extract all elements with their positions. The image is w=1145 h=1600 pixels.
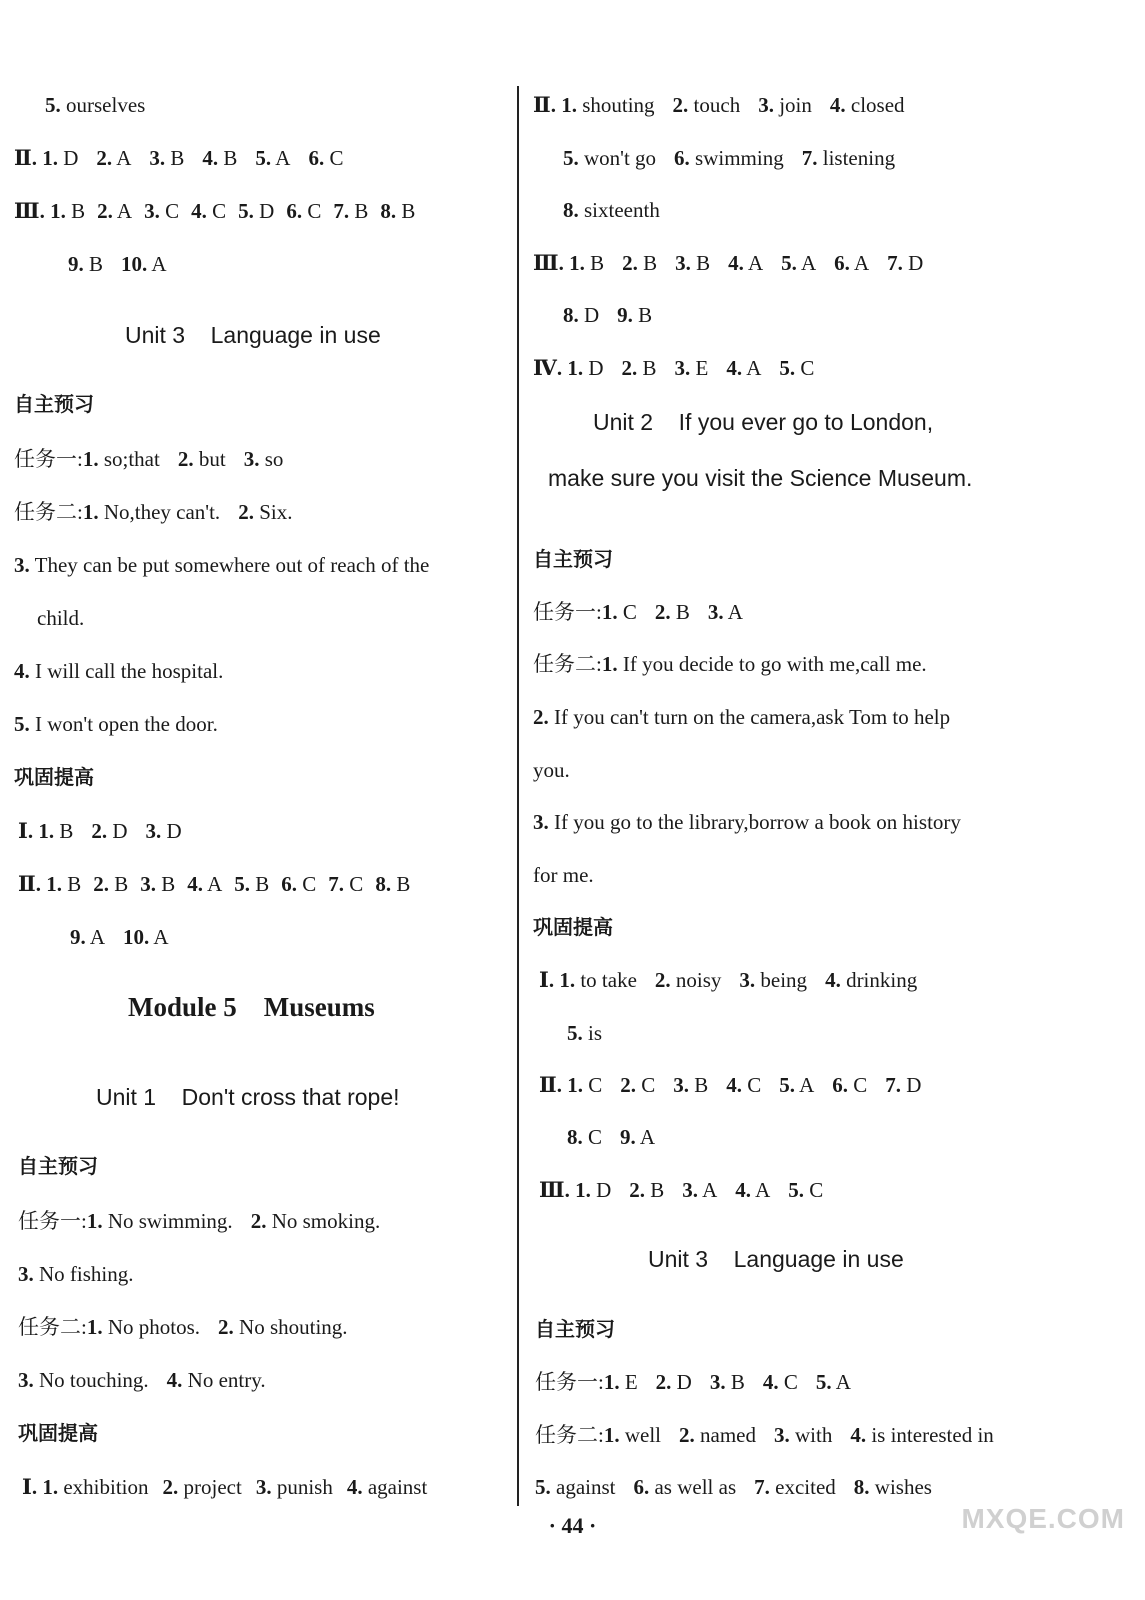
section-heading: 巩固提高 xyxy=(14,765,94,789)
answer-item: 9. B xyxy=(68,252,104,276)
answer-item: 2. but xyxy=(177,447,226,471)
roman-numeral: Ⅰ. xyxy=(22,1475,43,1499)
roman-numeral: Ⅱ. xyxy=(14,146,43,170)
answer-item: 1. No photos. xyxy=(86,1315,201,1339)
roman-numeral: Ⅰ. xyxy=(539,968,560,992)
answer-item: 8. wishes xyxy=(853,1475,932,1499)
answer-item: 10. A xyxy=(121,252,167,276)
answer-item: 2. B xyxy=(629,1178,665,1202)
roman-numeral: Ⅱ. xyxy=(533,93,562,117)
task-label: 任务一: xyxy=(14,447,83,471)
answer-item: 5. won't go xyxy=(563,146,657,170)
answer-item: 9. B xyxy=(617,303,653,327)
answer-item: 3. so xyxy=(243,447,284,471)
answer-line xyxy=(18,871,410,897)
answer-line xyxy=(567,1020,602,1046)
answer-item: 3. punish xyxy=(255,1475,333,1499)
answer-line xyxy=(533,651,927,677)
answer-item: 2. A xyxy=(96,146,132,170)
answer-item: 4. is interested in xyxy=(850,1423,994,1447)
answer-item: 2. B xyxy=(654,600,690,624)
answer-text: 5. I won't open the door. xyxy=(14,712,218,736)
answer-text: for me. xyxy=(533,863,594,887)
answer-line xyxy=(18,818,182,844)
answer-text: you. xyxy=(533,758,570,782)
answer-line xyxy=(567,1124,655,1150)
answer-line xyxy=(14,499,292,525)
answer-item: 3. join xyxy=(758,93,812,117)
answer-text: 3. They can be put somewhere out of reach of the xyxy=(14,553,430,577)
answer-line xyxy=(533,92,905,118)
section-heading: 自主预习 xyxy=(535,1317,615,1341)
answer-line xyxy=(18,1314,348,1340)
page-number: · 44 · xyxy=(548,1513,597,1538)
answer-item: 2. D xyxy=(655,1370,692,1394)
task-label: 任务一: xyxy=(18,1209,87,1233)
section-heading: 巩固提高 xyxy=(18,1421,98,1445)
answer-item: 8. sixteenth xyxy=(563,198,660,222)
answer-item: 2. C xyxy=(620,1073,656,1097)
answer-item: 7. D xyxy=(887,251,924,275)
answer-item: 5. A xyxy=(815,1370,851,1394)
answer-line xyxy=(14,198,415,224)
answer-item: 10. A xyxy=(123,925,169,949)
answer-item: 7. listening xyxy=(801,146,896,170)
task-label: 任务二: xyxy=(535,1423,604,1447)
answer-item: 3. B xyxy=(673,1073,709,1097)
answer-text: 1. If you decide to go with me,call me. xyxy=(601,652,927,676)
answer-text: child. xyxy=(37,606,85,630)
answer-item: 1. No,they can't. xyxy=(82,500,221,524)
answer-item: 1. C xyxy=(601,600,637,624)
answer-item: 6. swimming xyxy=(674,146,784,170)
answer-item: 2. named xyxy=(679,1423,756,1447)
unit-title-continued: make sure you visit the Science Museum. xyxy=(548,465,973,491)
answer-item: 8. D xyxy=(563,303,600,327)
answer-item: 5. against xyxy=(535,1475,616,1499)
answer-item: 5. A xyxy=(781,251,817,275)
task-label: 任务二: xyxy=(533,652,602,676)
answer-item: 2. touch xyxy=(672,93,741,117)
answer-line xyxy=(535,1369,851,1395)
answer-line xyxy=(68,251,167,277)
answer-line xyxy=(14,145,343,171)
answer-item: 6. as well as xyxy=(633,1475,737,1499)
section-heading: 自主预习 xyxy=(14,392,94,416)
answer-item: 8. B xyxy=(375,872,411,896)
answer-item: 3. B xyxy=(675,251,711,275)
answer-item: 5. C xyxy=(788,1178,824,1202)
answer-line xyxy=(535,1474,932,1500)
answer-item: 5. C xyxy=(779,356,815,380)
unit-title: Unit 1 Don't cross that rope! xyxy=(96,1084,400,1110)
roman-numeral: Ⅱ. xyxy=(18,872,47,896)
roman-numeral: Ⅱ. xyxy=(539,1073,568,1097)
answer-item: 2. B xyxy=(622,251,658,275)
answer-item: 1. D xyxy=(575,1178,612,1202)
answer-item: 3. being xyxy=(739,968,808,992)
answer-item: 7. B xyxy=(333,199,369,223)
answer-item: 6. C xyxy=(281,872,317,896)
answer-item: 4. A xyxy=(728,251,764,275)
answer-item: 6. A xyxy=(834,251,870,275)
answer-item: 9. A xyxy=(70,925,106,949)
answer-item: 8. B xyxy=(380,199,416,223)
answer-item: 3. C xyxy=(144,199,180,223)
answer-item: 4. A xyxy=(187,872,223,896)
answer-item: 1. B xyxy=(569,251,605,275)
answer-item: 4. C xyxy=(191,199,227,223)
answer-text: 3. No fishing. xyxy=(18,1262,134,1286)
watermark-logo: MXQE.COM xyxy=(961,1503,1125,1534)
answer-text: 3. If you go to the library,borrow a book on history xyxy=(533,810,961,834)
answer-line xyxy=(539,1072,921,1098)
answer-line xyxy=(14,446,283,472)
answer-item: 5. A xyxy=(255,146,291,170)
answer-item: 1. so;that xyxy=(82,447,160,471)
answer-item: 2. Six. xyxy=(238,500,293,524)
roman-numeral: Ⅲ. xyxy=(533,251,570,275)
answer-item: 6. C xyxy=(308,146,344,170)
section-heading: 自主预习 xyxy=(533,547,613,571)
answer-item: 5. ourselves xyxy=(45,93,146,117)
section-heading: 巩固提高 xyxy=(533,915,613,939)
answer-line xyxy=(563,145,895,171)
answer-item: 1. well xyxy=(603,1423,661,1447)
roman-numeral: Ⅲ. xyxy=(539,1178,576,1202)
answer-line xyxy=(45,92,145,118)
answer-line xyxy=(563,302,652,328)
answer-item: 3. A xyxy=(707,600,743,624)
answer-text: 4. I will call the hospital. xyxy=(14,659,224,683)
roman-numeral: Ⅰ. xyxy=(18,819,39,843)
answer-line xyxy=(533,599,743,625)
answer-item: 3. with xyxy=(773,1423,833,1447)
answer-item: 5. A xyxy=(779,1073,815,1097)
answer-item: 6. C xyxy=(286,199,322,223)
task-label: 任务一: xyxy=(533,600,602,624)
answer-item: 2. A xyxy=(97,199,133,223)
answer-item: 3. B xyxy=(140,872,176,896)
answer-line xyxy=(18,1208,380,1234)
answer-item: 3. A xyxy=(682,1178,718,1202)
answer-item: 1. D xyxy=(567,356,604,380)
answer-line xyxy=(563,197,660,223)
answer-item: 7. D xyxy=(885,1073,922,1097)
answer-line xyxy=(533,355,814,381)
answer-item: 3. B xyxy=(149,146,185,170)
answer-line xyxy=(539,1177,823,1203)
task-label: 任务二: xyxy=(14,500,83,524)
unit-title: Unit 2 If you ever go to London, xyxy=(593,409,934,435)
answer-line xyxy=(533,250,923,276)
answer-item: 1. B xyxy=(46,872,82,896)
answer-item: 4. B xyxy=(202,146,238,170)
answer-item: 2. No shouting. xyxy=(218,1315,348,1339)
answer-item: 3. B xyxy=(709,1370,745,1394)
answer-item: 1. B xyxy=(38,819,74,843)
answer-text: 2. If you can't turn on the camera,ask Tom to help xyxy=(533,705,951,729)
section-heading: 自主预习 xyxy=(18,1154,98,1178)
answer-item: 2. B xyxy=(621,356,657,380)
answer-item: 2. B xyxy=(93,872,129,896)
answer-item: 1. E xyxy=(603,1370,638,1394)
answer-item: 2. project xyxy=(162,1475,242,1499)
answer-item: 3. E xyxy=(674,356,709,380)
answer-item: 4. C xyxy=(726,1073,762,1097)
task-label: 任务一: xyxy=(535,1370,604,1394)
answer-item: 2. noisy xyxy=(654,968,722,992)
column-divider xyxy=(517,86,519,1506)
answer-item: 7. excited xyxy=(754,1475,836,1499)
answer-item: 3. No touching. xyxy=(18,1368,149,1392)
roman-numeral: Ⅲ. xyxy=(14,199,51,223)
answer-item: 1. exhibition xyxy=(42,1475,149,1499)
answer-item: 4. A xyxy=(735,1178,771,1202)
roman-numeral: Ⅳ. xyxy=(533,356,568,380)
unit-title: Unit 3 Language in use xyxy=(648,1246,904,1272)
answer-item: 4. A xyxy=(726,356,762,380)
answer-item: 5. D xyxy=(238,199,275,223)
answer-item: 4. against xyxy=(346,1475,428,1499)
answer-item: 1. D xyxy=(42,146,79,170)
answer-item: 8. C xyxy=(567,1125,603,1149)
answer-item: 1. No swimming. xyxy=(86,1209,233,1233)
answer-item: 1. C xyxy=(567,1073,603,1097)
answer-line xyxy=(18,1367,266,1393)
answer-line xyxy=(539,967,917,993)
answer-item: 4. No entry. xyxy=(166,1368,266,1392)
answer-line xyxy=(22,1474,427,1500)
answer-item: 1. B xyxy=(50,199,86,223)
answer-item: 4. drinking xyxy=(825,968,918,992)
answer-item: 5. B xyxy=(234,872,270,896)
answer-line xyxy=(535,1422,994,1448)
answer-item: 9. A xyxy=(620,1125,656,1149)
unit-title: Unit 3 Language in use xyxy=(125,322,381,348)
answer-item: 7. C xyxy=(328,872,364,896)
answer-item: 6. C xyxy=(832,1073,868,1097)
answer-item: 2. D xyxy=(91,819,128,843)
module-title: Module 5 Museums xyxy=(128,992,375,1022)
answer-item: 1. to take xyxy=(559,968,637,992)
answer-item: 2. No smoking. xyxy=(250,1209,381,1233)
answer-line xyxy=(70,924,169,950)
answer-item: 4. closed xyxy=(829,93,905,117)
answer-item: 1. shouting xyxy=(561,93,655,117)
answer-item: 4. C xyxy=(762,1370,798,1394)
task-label: 任务二: xyxy=(18,1315,87,1339)
answer-item: 5. is xyxy=(567,1021,603,1045)
answer-item: 3. D xyxy=(145,819,182,843)
